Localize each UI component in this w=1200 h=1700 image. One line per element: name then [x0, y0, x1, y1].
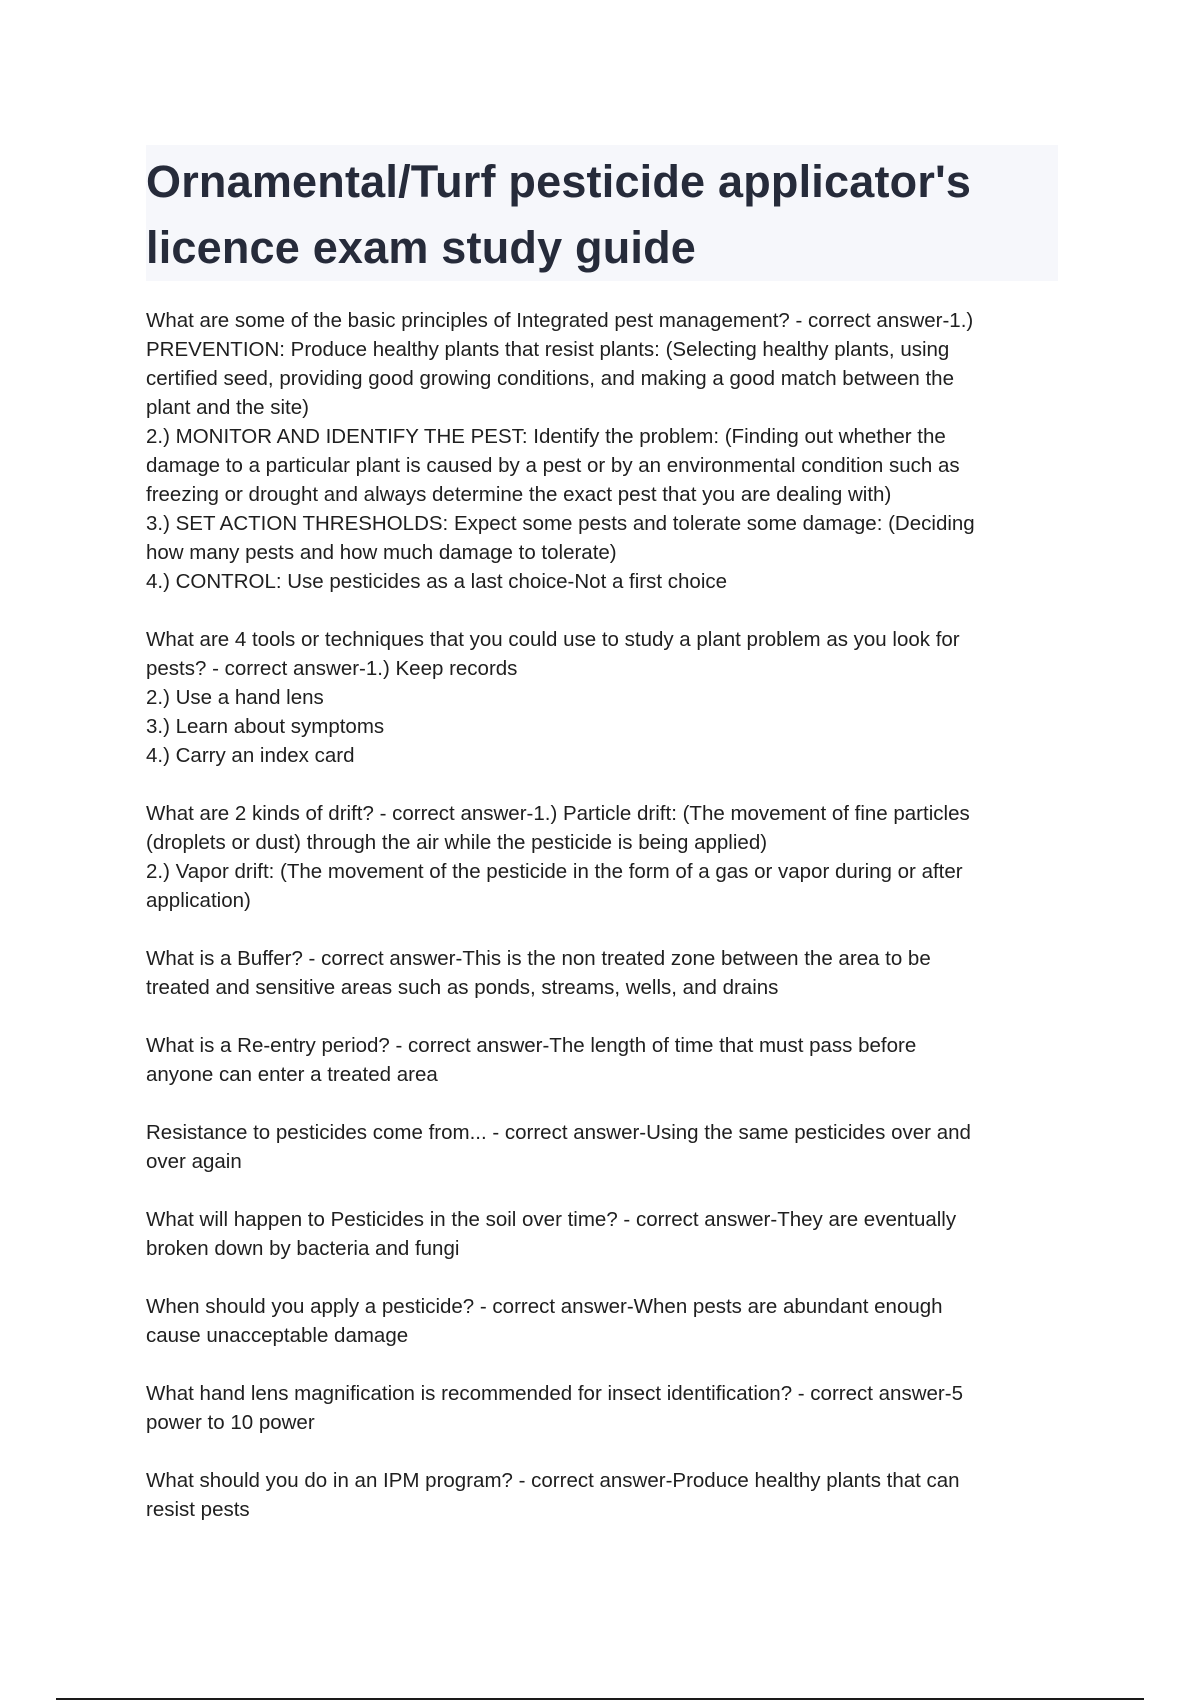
qa-line: (droplets or dust) through the air while the pesticide is being applied): [146, 831, 768, 854]
qa-entry: [146, 944, 1058, 1002]
qa-entry: [146, 1205, 1058, 1263]
qa-line: When should you apply a pesticide? - correct answer-When pests are abundant enough: [146, 1295, 943, 1318]
qa-line: certified seed, providing good growing conditions, and making a good match between the: [146, 367, 954, 390]
qa-entry: [146, 1292, 1058, 1350]
qa-line: resist pests: [146, 1498, 250, 1521]
page-title: [146, 149, 1058, 281]
qa-line: 3.) SET ACTION THRESHOLDS: Expect some pests and tolerate some damage: (Deciding: [146, 512, 975, 535]
qa-line: power to 10 power: [146, 1411, 315, 1434]
qa-line: Resistance to pesticides come from... - correct answer-Using the same pesticides over and: [146, 1121, 971, 1144]
qa-line: broken down by bacteria and fungi: [146, 1237, 460, 1260]
qa-line: 3.) Learn about symptoms: [146, 715, 385, 738]
qa-entry: [146, 1031, 1058, 1089]
qa-line: What hand lens magnification is recommended for insect identification? - correct answer-5: [146, 1382, 963, 1405]
qa-line: 2.) MONITOR AND IDENTIFY THE PEST: Identify the problem: (Finding out whether the: [146, 425, 946, 448]
qa-entry: [146, 1466, 1058, 1524]
qa-line: 4.) CONTROL: Use pesticides as a last choice-Not a first choice: [146, 570, 728, 593]
qa-line: 2.) Use a hand lens: [146, 686, 324, 709]
qa-entry: [146, 306, 1058, 596]
qa-entry: [146, 1118, 1058, 1176]
title-line: Ornamental/Turf pesticide applicator's: [146, 156, 972, 207]
qa-line: how many pests and how much damage to tolerate): [146, 541, 617, 564]
qa-line: PREVENTION: Produce healthy plants that resist plants: (Selecting healthy plants, using: [146, 338, 950, 361]
qa-line: plant and the site): [146, 396, 309, 419]
qa-line: 4.) Carry an index card: [146, 744, 355, 767]
qa-line: What are some of the basic principles of Integrated pest management? - correct answer-1.): [146, 309, 974, 332]
title-line: licence exam study guide: [146, 222, 697, 273]
qa-entry: [146, 799, 1058, 915]
title-banner: [146, 145, 1058, 281]
qa-line: What is a Re-entry period? - correct answer-The length of time that must pass before: [146, 1034, 917, 1057]
qa-line: over again: [146, 1150, 242, 1173]
qa-line: What are 2 kinds of drift? - correct answer-1.) Particle drift: (The movement of fine particles: [146, 802, 970, 825]
qa-line: What are 4 tools or techniques that you could use to study a plant problem as you look for: [146, 628, 960, 651]
qa-line: damage to a particular plant is caused by a pest or by an environmental condition such as: [146, 454, 960, 477]
qa-line: freezing or drought and always determine the exact pest that you are dealing with): [146, 483, 892, 506]
qa-line: anyone can enter a treated area: [146, 1063, 438, 1086]
qa-line: What is a Buffer? - correct answer-This is the non treated zone between the area to be: [146, 947, 931, 970]
qa-line: cause unacceptable damage: [146, 1324, 409, 1347]
qa-line: 2.) Vapor drift: (The movement of the pesticide in the form of a gas or vapor during or after: [146, 860, 963, 883]
qa-line: What will happen to Pesticides in the soil over time? - correct answer-They are eventually: [146, 1208, 957, 1231]
qa-entry: [146, 625, 1058, 770]
qa-line: application): [146, 889, 251, 912]
qa-line: treated and sensitive areas such as ponds, streams, wells, and drains: [146, 976, 779, 999]
qa-list: [146, 306, 1058, 1553]
qa-entry: [146, 1379, 1058, 1437]
qa-line: pests? - correct answer-1.) Keep records: [146, 657, 518, 680]
qa-line: What should you do in an IPM program? - correct answer-Produce healthy plants that can: [146, 1469, 960, 1492]
